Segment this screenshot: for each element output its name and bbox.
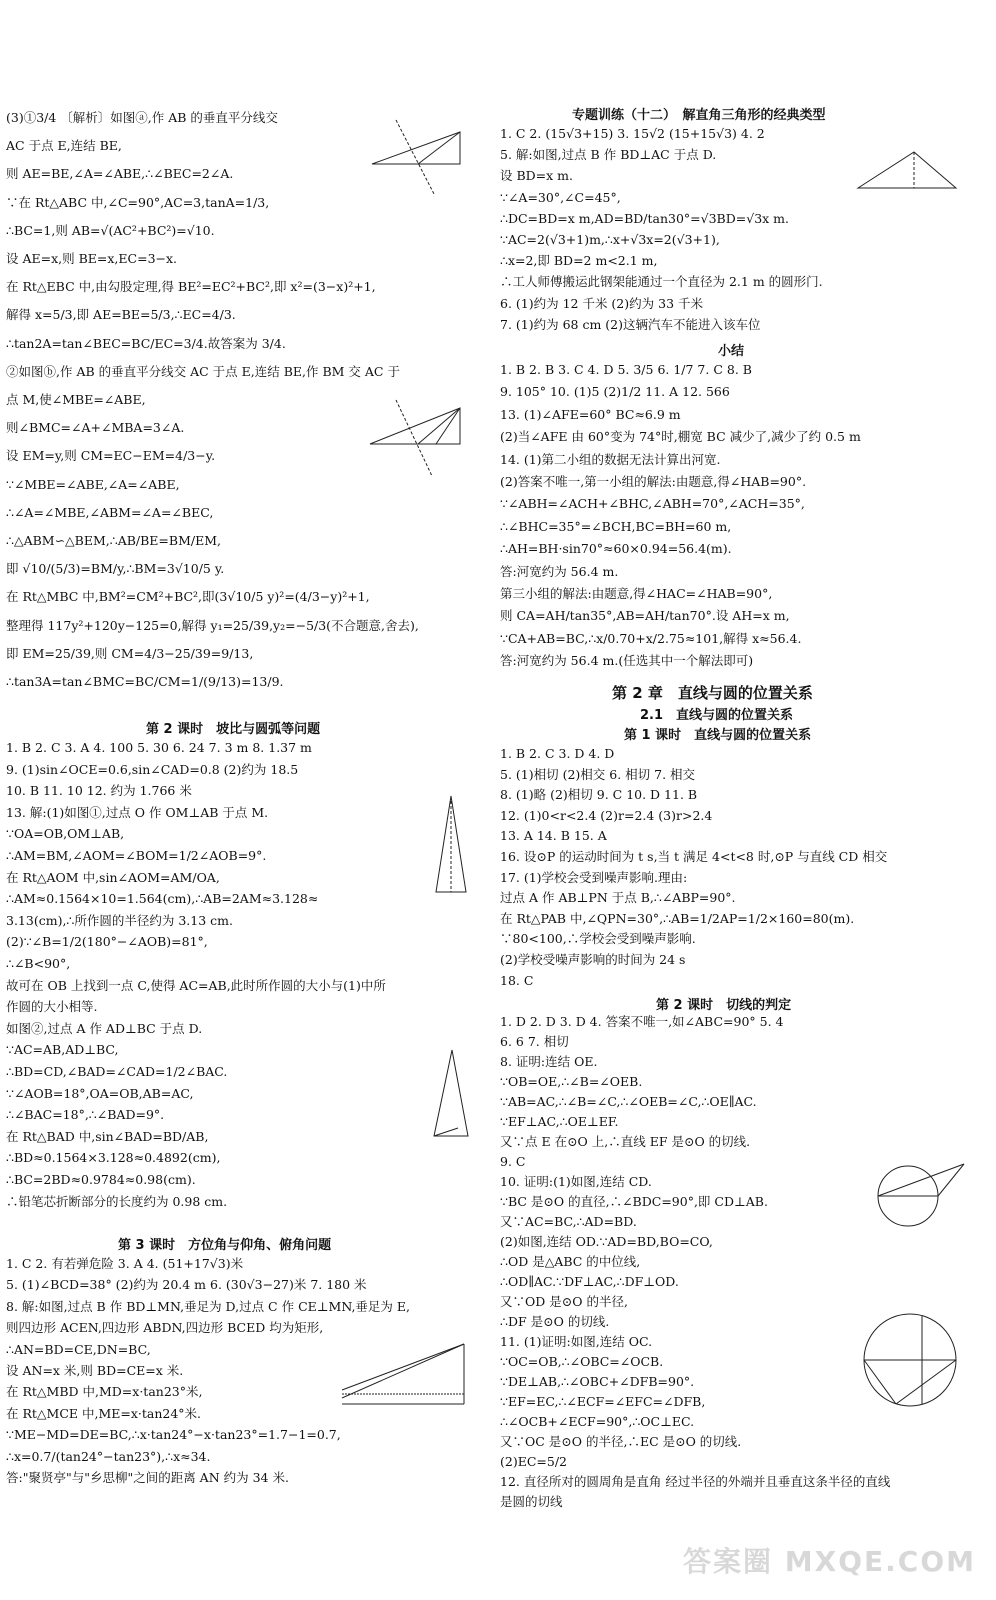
answer-ch2-lesson2-line: 又∵OC 是⊙O 的半径,∴EC 是⊙O 的切线. [500, 1434, 742, 1449]
answer-topic12-line: 6. (1)约为 12 千米 (2)约为 33 千米 [500, 295, 703, 311]
answer-left-line: ∴∠A=∠MBE,∠ABM=∠A=∠BEC, [6, 504, 214, 520]
answer-lesson2-line: ∴∠B<90°, [6, 956, 71, 971]
answer-ch2-lesson1-line: 17. (1)学校会受到噪声影响.理由: [500, 869, 688, 885]
answer-lesson2-line: 10. B 11. 10 12. 约为 1.766 米 [6, 783, 192, 799]
answer-lesson3-line: ∴x=0.7/(tan24°−tan23°),∴x≈34. [6, 1448, 211, 1464]
answer-ch2-lesson2-line: ∵EF=EC,∴∠ECF=∠EFC=∠DFB, [500, 1394, 706, 1409]
answer-ch2-lesson2-line: 11. (1)证明:如图,连结 OC. [500, 1334, 653, 1349]
answer-ch2-lesson1-line: 在 Rt△PAB 中,∠QPN=30°,∴AB=1/2AP=1/2×160=80(m). [500, 910, 855, 926]
segment-ac [434, 1128, 458, 1136]
answer-lesson2-line: 13. 解:(1)如图①,过点 O 作 OM⊥AB 于点 M. [6, 804, 269, 820]
answer-topic12-line: 7. (1)约为 68 cm (2)这辆汽车不能进入该车位 [500, 316, 761, 332]
sight-line-b [342, 1344, 464, 1390]
answer-summary-line: 1. B 2. B 3. C 4. D 5. 3/5 6. 1/7 7. C 8. B [500, 362, 752, 377]
answer-lesson2-line: ∵OA=OB,OM⊥AB, [6, 826, 125, 842]
answer-lesson2-line: ∴∠BAC=18°,∴∠BAD=9°. [6, 1107, 165, 1123]
answer-left-line: 在 Rt△EBC 中,由勾股定理,得 BE²=EC²+BC²,即 x²=(3−x)²+1, [6, 279, 376, 295]
answer-ch2-lesson2-line: ∵EF⊥AC,∴OE⊥EF. [500, 1114, 619, 1129]
answer-ch2-lesson1-line: (2)学校受噪声影响的时间为 24 s [500, 952, 686, 967]
answer-left-line: 在 Rt△MBC 中,BM²=CM²+BC²,即(3√10/5 y)²=(4/3−y)²+1, [6, 589, 370, 605]
answer-left-line: 解得 x=5/3,即 AE=BE=5/3,∴EC=4/3. [6, 307, 236, 323]
answer-ch2-lesson2-line: 1. D 2. D 3. D 4. 答案不唯一,如∠ABC=90° 5. 4 [500, 1014, 784, 1029]
answer-summary-line: ∴∠BHC=35°=∠BCH,BC=BH=60 m, [500, 518, 732, 534]
answer-topic12-line: ∵∠A=30°,∠C=45°, [500, 189, 621, 205]
triangle-abc-b [370, 408, 460, 444]
answer-ch2-lesson2-line: 又∵OD 是⊙O 的半径, [500, 1294, 628, 1309]
lesson-title-2: 第 2 课时 坡比与圆弧等问题 [146, 722, 321, 737]
answer-lesson2-line: ∴AM=BM,∠AOM=∠BOM=1/2∠AOB=9°. [6, 848, 267, 863]
answer-topic12-line: ∴DC=BD=x m,AD=BD/tan30°=√3BD=√3x m. [500, 210, 790, 226]
answer-lesson2-line: 在 Rt△AOM 中,sin∠AOM=AM/OA, [6, 869, 220, 885]
answer-lesson3-line: 设 AN=x 米,则 BD=CE=x 米. [6, 1363, 184, 1378]
answer-lesson2-line: ∴铅笔芯折断部分的长度约为 0.98 cm. [6, 1193, 228, 1209]
answer-lesson2-line: ∵AC=AB,AD⊥BC, [6, 1042, 119, 1058]
answer-left-line: 即 EM=25/39,则 CM=4/3−25/39=9/13, [6, 645, 254, 661]
answer-lesson2-line: ∴AM≈0.1564×10=1.564(cm),∴AB=2AM≈3.128≈ [6, 891, 319, 907]
lesson-title-ch2-1: 第 1 课时 直线与圆的位置关系 [624, 728, 812, 743]
figure-2-triangle [428, 1046, 474, 1142]
topic-title: 专题训练（十二） 解直角三角形的经典类型 [572, 108, 826, 123]
answer-topic12-line: 5. 解:如图,过点 B 作 BD⊥AC 于点 D. [500, 147, 717, 163]
answer-ch2-lesson2-line: (2)EC=5/2 [500, 1454, 567, 1469]
answer-lesson2-line: 作圆的大小相等. [6, 999, 98, 1015]
figure-circle-11 [856, 1308, 964, 1412]
answer-summary-line: (2)当∠AFE 由 60°变为 74°时,棚宽 BC 减少了,减少了约 0.5 m [500, 429, 861, 445]
figure-elevation [334, 1338, 474, 1418]
isosceles-triangle-2 [434, 1050, 468, 1136]
answer-lesson3-line: 1. C 2. 有若弹危险 3. A 4. (51+17√3)米 [6, 1256, 244, 1271]
answer-left-line: (3)①3/4 〔解析〕如图ⓐ,作 AB 的垂直平分线交 [6, 110, 278, 125]
answer-left-line: ∵∠MBE=∠ABE,∠A=∠ABE, [6, 476, 180, 492]
answer-summary-line: 答:河宽约为 56.4 m. [500, 563, 619, 579]
answer-lesson2-line: 故可在 OB 上找到一点 C,使得 AC=AB,此时所作圆的大小与(1)中所 [6, 977, 386, 993]
answer-ch2-lesson2-line: ∵OC=OB,∴∠OBC=∠OCB. [500, 1354, 664, 1369]
answer-ch2-lesson2-line: ∴DF 是⊙O 的切线. [500, 1314, 610, 1329]
answer-left-line: 设 AE=x,则 BE=x,EC=3−x. [6, 251, 178, 266]
answer-ch2-lesson2-line: ∵AB=AC,∴∠B=∠C,∴∠OEB=∠C,∴OE∥AC. [500, 1094, 757, 1109]
answer-lesson2-line: ∴BC=2BD≈0.9784≈0.98(cm). [6, 1172, 196, 1187]
line-bc-11 [896, 1360, 956, 1404]
answer-left-line: ∴tan2A=tan∠BEC=BC/EC=3/4.故答案为 3/4. [6, 335, 286, 351]
answer-ch2-lesson2-line: 又∵AC=BC,∴AD=BD. [500, 1214, 637, 1229]
answer-ch2-lesson2-line: 是圆的切线 [500, 1494, 563, 1509]
answer-lesson2-line: 如图②,过点 A 作 AD⊥BC 于点 D. [6, 1020, 203, 1036]
line-ac-11 [864, 1360, 896, 1404]
answer-left-line: 即 √10/(5/3)=BM/y,∴BM=3√10/5 y. [6, 561, 225, 577]
answer-ch2-lesson2-line: ∴∠OCB+∠ECF=90°,∴OC⊥EC. [500, 1414, 695, 1429]
segment-be [418, 132, 460, 164]
answer-left-line: 则∠BMC=∠A+∠MBA=3∠A. [6, 420, 185, 436]
answer-topic12-line: ∴x=2,即 BD=2 m<2.1 m, [500, 253, 658, 269]
answer-lesson3-line: ∴AN=BD=CE,DN=BC, [6, 1341, 151, 1357]
answer-left-line: 设 EM=y,则 CM=EC−EM=4/3−y. [6, 448, 216, 464]
answer-summary-line: (2)答案不唯一,第一小组的解法:由题意,得∠HAB=90°. [500, 474, 807, 489]
answer-ch2-lesson1-line: 8. (1)略 (2)相切 9. C 10. D 11. B [500, 787, 698, 803]
summary-title: 小结 [718, 344, 745, 359]
answer-lesson2-line: ∴BD=CD,∠BAD=∠CAD=1/2∠BAC. [6, 1064, 228, 1079]
answer-left-line: ∴△ABM∽△BEM,∴AB/BE=BM/EM, [6, 533, 222, 548]
answer-summary-line: ∴AH=BH·sin70°≈60×0.94=56.4(m). [500, 541, 732, 557]
triangle-abc-right [858, 152, 956, 188]
answer-left-line: 点 M,使∠MBE=∠ABE, [6, 392, 146, 407]
answer-left-line: ②如图ⓑ,作 AB 的垂直平分线交 AC 于点 E,连结 BE,作 BM 交 AC 于 [6, 363, 400, 379]
answer-lesson3-line: 8. 解:如图,过点 B 作 BD⊥MN,垂足为 D,过点 C 作 CE⊥MN,垂足为 E, [6, 1298, 410, 1314]
watermark: 答案圈 MXQE.COM [683, 1545, 976, 1578]
answer-left-line: ∴tan3A=tan∠BMC=BC/CM=1/(9/13)=13/9. [6, 674, 284, 689]
answer-lesson3-line: ∵ME−MD=DE=BC,∴x·tan24°−x·tan23°=1.7−1=0.7, [6, 1427, 341, 1443]
answer-summary-line: 13. (1)∠AFE=60° BC≈6.9 m [500, 406, 681, 422]
answer-ch2-lesson1-line: 18. C [500, 972, 534, 988]
answer-summary-line: 答:河宽约为 56.4 m.(任选其中一个解法即可) [500, 653, 754, 669]
bisector-line [396, 120, 434, 194]
answer-topic12-line: 1. C 2. (15√3+15) 3. 15√2 (15+15√3) 4. 2 [500, 126, 765, 141]
answer-ch2-lesson2-line: (2)如图,连结 OD.∵AD=BD,BO=CO, [500, 1234, 713, 1249]
answer-ch2-lesson2-line: 12. 直径所对的圆周角是直角 经过半径的外端并且垂直这条半径的直线 [500, 1474, 891, 1489]
answer-lesson2-line: ∴BD≈0.1564×3.128≈0.4892(cm), [6, 1150, 221, 1166]
answer-ch2-lesson1-line: 13. A 14. B 15. A [500, 828, 607, 844]
answer-ch2-lesson2-line: 10. 证明:(1)如图,连结 CD. [500, 1174, 652, 1189]
answer-summary-line: 14. (1)第二小组的数据无法计算出河宽. [500, 451, 721, 467]
answer-ch2-lesson2-line: ∴OD∥AC.∵DF⊥AC,∴DF⊥OD. [500, 1274, 679, 1289]
figure-a [368, 118, 472, 210]
answer-topic12-line: ∴工人师傅搬运此钢架能通过一个直径为 2.1 m 的圆形门. [500, 274, 823, 290]
answer-lesson3-line: 在 Rt△MBD 中,MD=x·tan23°米, [6, 1384, 203, 1400]
answer-ch2-lesson2-line: ∵BC 是⊙O 的直径,∴∠BDC=90°,即 CD⊥AB. [500, 1194, 768, 1209]
answer-left-line: ∵在 Rt△ABC 中,∠C=90°,AC=3,tanA=1/3, [6, 194, 270, 210]
answer-lesson2-line: 在 Rt△BAD 中,sin∠BAD=BD/AB, [6, 1128, 209, 1144]
answer-topic12-line: ∵AC=2(√3+1)m,∴x+√3x=2(√3+1), [500, 232, 720, 247]
answer-lesson3-line: 在 Rt△MCE 中,ME=x·tan24°米. [6, 1405, 202, 1421]
answer-topic12-line: 设 BD=x m. [500, 168, 574, 184]
figure-abc-right [852, 148, 962, 204]
answer-ch2-lesson1-line: 过点 A 作 AB⊥PN 于点 B,∴∠ABP=90°. [500, 890, 736, 906]
answer-left-line: 则 AE=BE,∠A=∠ABE,∴∠BEC=2∠A. [6, 166, 234, 182]
answer-left-line: 整理得 117y²+120y−125=0,解得 y₁=25/39,y₂=−5/3(不合题意,舍去), [6, 617, 419, 633]
answer-summary-line: 则 CA=AH/tan35°,AB=AH/tan70°.设 AH=x m, [500, 608, 790, 624]
sight-line-c [342, 1344, 464, 1398]
figure-b [366, 398, 470, 490]
answer-ch2-lesson2-line: 8. 证明:连结 OE. [500, 1054, 598, 1069]
figure-circle-10 [872, 1158, 972, 1234]
answer-left-line: AC 于点 E,连结 BE, [6, 138, 122, 154]
answer-lesson3-line: 则四边形 ACEN,四边形 ABDN,四边形 BCED 均为矩形, [6, 1320, 324, 1336]
bisector-line-b [396, 400, 432, 476]
answer-lesson2-line: 3.13(cm),∴所作圆的半径约为 3.13 cm. [6, 912, 233, 928]
answer-ch2-lesson2-line: 6. 6 7. 相切 [500, 1034, 569, 1049]
answer-ch2-lesson1-line: 12. (1)0<r<2.4 (2)r=2.4 (3)r>2.4 [500, 807, 713, 823]
answer-ch2-lesson1-line: 5. (1)相切 (2)相交 6. 相切 7. 相交 [500, 766, 696, 782]
answer-ch2-lesson2-line: 9. C [500, 1154, 526, 1169]
answer-lesson2-line: (2)∵∠B=1/2(180°−∠AOB)=81°, [6, 934, 208, 950]
answer-ch2-lesson1-line: 1. B 2. C 3. D 4. D [500, 746, 615, 761]
answer-lesson3-line: 答:"聚贤亭"与"乡思柳"之间的距离 AN 约为 34 米. [6, 1470, 289, 1485]
chapter-title: 第 2 章 直线与圆的位置关系 [612, 684, 813, 702]
answer-summary-line: 第三小组的解法:由题意,得∠HAC=∠HAB=90°, [500, 586, 773, 601]
figure-1-triangle [428, 792, 474, 900]
answer-ch2-lesson2-line: ∵DE⊥AB,∴∠OBC+∠DFB=90°. [500, 1374, 695, 1389]
answer-ch2-lesson1-line: 16. 设⊙P 的运动时间为 t s,当 t 满足 4<t<8 时,⊙P 与直线 CD 相交 [500, 849, 888, 864]
answer-summary-line: ∵CA+AB=BC,∴x/0.70+x/2.75≈101,解得 x≈56.4. [500, 630, 802, 646]
lesson-title-3: 第 3 课时 方位角与仰角、俯角问题 [118, 1238, 332, 1253]
answer-ch2-lesson2-line: 又∵点 E 在⊙O 上,∴直线 EF 是⊙O 的切线. [500, 1134, 751, 1149]
lesson-title-ch2-2: 第 2 课时 切线的判定 [656, 998, 792, 1013]
answer-ch2-lesson2-line: ∵OB=OE,∴∠B=∠OEB. [500, 1074, 643, 1089]
answer-summary-line: ∵∠ABH=∠ACH+∠BHC,∠ABH=70°,∠ACH=35°, [500, 496, 805, 512]
section-title: 2.1 直线与圆的位置关系 [640, 708, 794, 723]
answer-lesson2-line: ∵∠AOB=18°,OA=OB,AB=AC, [6, 1085, 194, 1101]
triangle-abc [372, 132, 460, 164]
answer-summary-line: 9. 105° 10. (1)5 (2)1/2 11. A 12. 566 [500, 384, 730, 400]
answer-ch2-lesson2-line: ∴OD 是△ABC 的中位线, [500, 1254, 641, 1269]
answer-lesson2-line: 1. B 2. C 3. A 4. 100 5. 30 6. 24 7. 3 m 8. 1.37 m [6, 740, 312, 755]
answer-left-line: ∴BC=1,则 AB=√(AC²+BC²)=√10. [6, 222, 215, 238]
answer-ch2-lesson1-line: ∵80<100,∴学校会受到噪声影响. [500, 931, 696, 947]
answer-lesson2-line: 9. (1)sin∠OCE=0.6,sin∠CAD=0.8 (2)约为 18.5 [6, 761, 299, 777]
answer-lesson3-line: 5. (1)∠BCD=38° (2)约为 20.4 m 6. (30√3−27)米 7. 180 米 [6, 1277, 367, 1293]
